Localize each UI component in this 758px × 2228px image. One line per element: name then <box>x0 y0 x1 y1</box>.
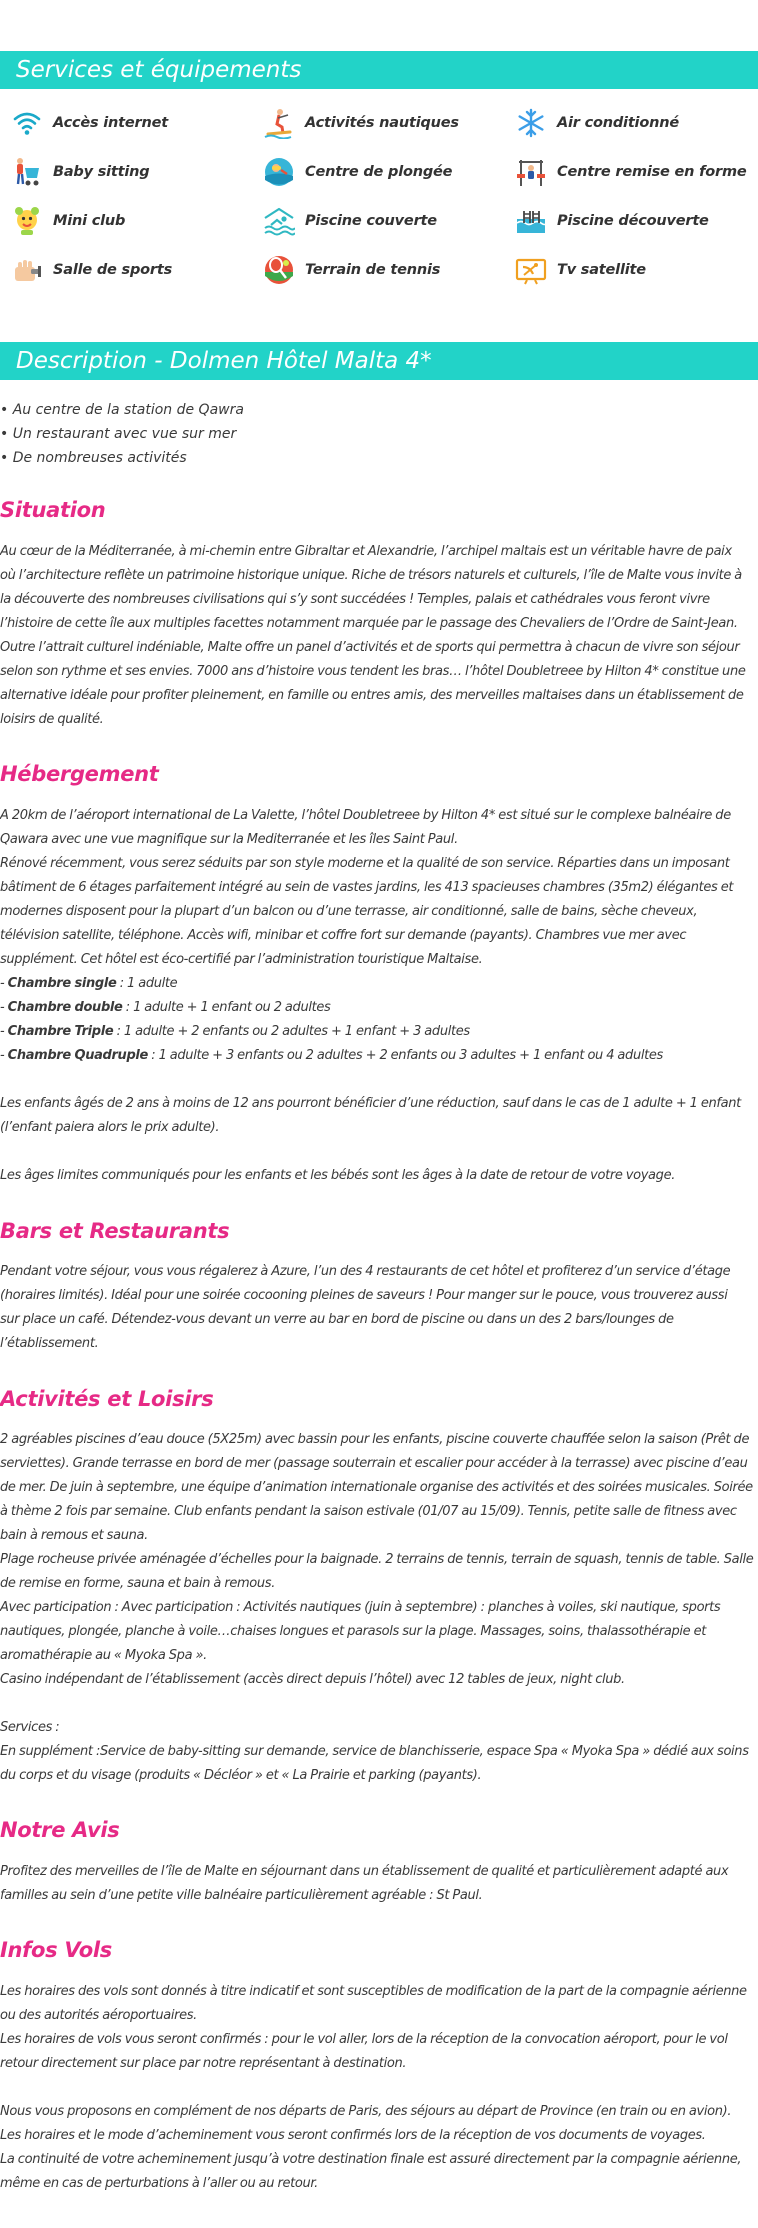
gym-icon <box>10 253 44 287</box>
service-label: Air conditionné <box>557 115 679 131</box>
service-label: Mini club <box>53 213 126 229</box>
services-section-title: Services et équipements <box>0 51 758 89</box>
bars-heading: Bars et Restaurants <box>0 1219 230 1243</box>
service-item <box>0 250 172 290</box>
service-label: Centre remise en forme <box>557 164 747 180</box>
avis-text: Profitez des merveilles de l’île de Malte en séjournant dans un établissement de qualité et particulièrement adapté aux familles au sein d’une petite ville balnéaire particulièrement agréable : St Paul. <box>0 1864 729 1903</box>
service-label: Activités nautiques <box>305 115 459 131</box>
service-item <box>504 250 646 290</box>
service-item <box>0 201 125 241</box>
indoor-pool-icon <box>262 204 296 238</box>
tennis-icon <box>262 253 296 287</box>
service-label: Tv satellite <box>557 262 646 278</box>
vols-heading: Infos Vols <box>0 1938 112 1962</box>
room-type: - Chambre Quadruple : 1 adulte + 3 enfants ou 2 adultes + 2 enfants ou 3 adultes + 1 enfant ou 4 adultes <box>0 1048 663 1063</box>
list-item: • Au centre de la station de Qawra <box>0 402 244 418</box>
list-item: • De nombreuses activités <box>0 450 187 466</box>
mini-club-icon <box>10 204 44 238</box>
snowflake-icon <box>514 106 548 140</box>
children-info: Les enfants âgés de 2 ans à moins de 12 ans pourront bénéficier d’une réduction, sauf dans le cas de 1 adulte + 1 enfant (l’enfant paiera alors le prix adulte). <box>0 1096 741 1135</box>
tv-satellite-icon <box>514 253 548 287</box>
vols-province-text: Nous vous proposons en complément de nos départs de Paris, des séjours au départ de Province (en train ou en avion). Les horaires et le mode d’acheminement vous seront confirmés lors de la réception de vos documents de voyages. La continuité de votre acheminement jusqu’à votre destination finale est assuré directement par la compagnie aérienne, même en cas de perturbations à l’aller ou au retour. <box>0 2104 742 2191</box>
room-type: - Chambre Triple : 1 adulte + 2 enfants ou 2 adultes + 1 enfant + 3 adultes <box>0 1024 470 1039</box>
service-label: Accès internet <box>53 115 168 131</box>
stroller-icon <box>10 155 44 189</box>
room-type: - Chambre single : 1 adulte <box>0 976 178 991</box>
description-section-title: Description - Dolmen Hôtel Malta 4* <box>0 342 758 380</box>
avis-heading: Notre Avis <box>0 1818 120 1842</box>
activites-heading: Activités et Loisirs <box>0 1387 214 1411</box>
service-label: Terrain de tennis <box>305 262 441 278</box>
list-item: • Un restaurant avec vue sur mer <box>0 426 237 442</box>
vols-text: Les horaires des vols sont donnés à titre indicatif et sont susceptibles de modification de la part de la compagnie aérienne ou des autorités aéroportuaires. Les horaires de vols vous seront confirmés : pour le vol aller, lors de la réception de la convocation aéroport, pour le vol retour directement sur place par notre représentant à destination. <box>0 1984 747 2071</box>
highlights-list <box>0 398 244 470</box>
situation-text: Au cœur de la Méditerranée, à mi-chemin entre Gibraltar et Alexandrie, l’archipel maltais est un véritable havre de paix où l’architecture reflète un patrimoine historique unique. Riche de trésors naturels et culturels, l’île de Malte vous invite à la découverte des nombreuses civilisations qui s’y sont succédées ! Temples, palais et cathédrales vous feront vivre l’histoire de cette île aux multiples facettes notamment marquée par le passage des Chevaliers de l’Ordre de Saint-Jean. Outre l’attrait culturel indéniable, Malte offre un panel d’activités et de sports qui permettra à chacun de vivre son séjour selon son rythme et ses envies. 7000 ans d’histoire vous tendent les bras… l’hôtel Doubletreee by Hilton 4* constitue une alternative idéale pour profiter pleinement, en famille ou entres amis, des merveilles maltaises dans un établissement de loisirs de qualité. <box>0 544 746 727</box>
service-item <box>504 152 747 192</box>
diving-icon <box>262 155 296 189</box>
service-item <box>504 201 709 241</box>
service-label: Salle de sports <box>53 262 172 278</box>
wifi-icon <box>10 106 44 140</box>
outdoor-pool-icon <box>514 204 548 238</box>
service-label: Centre de plongée <box>305 164 453 180</box>
water-ski-icon <box>262 106 296 140</box>
hebergement-text: A 20km de l’aéroport international de La Valette, l’hôtel Doubletreee by Hilton 4* est situé sur le complexe balnéaire de Qawara avec une vue magnifique sur la Mediterranée et les îles Saint Paul. Rénové récemment, vous serez séduits par son style moderne et la qualité de son service. Réparties dans un imposant bâtiment de 6 étages parfaitement intégré au sein de vastes jardins, les 413 spacieuses chambres (35m2) élégantes et modernes disposent pour la plupart d’un balcon ou d’une terrasse, air conditionné, salle de bains, sèche cheveux, télévision satellite, téléphone. Accès wifi, minibar et coffre fort sur demande (payants). Chambres vue mer avec supplément. Cet hôtel est éco-certifié par l’administration touristique Maltaise. - Chambre single : 1 adulte - Chambre double : 1 adulte + 1 enfant ou 2 adultes - Chambre Triple : 1 adulte + 2 enfants ou 2 adultes + 1 enfant + 3 adultes - Chambre Quadruple : 1 adulte + 3 enfants ou 2 adultes + 2 enfants ou 3 adultes + 1 enfant ou 4 adultes <box>0 804 758 1068</box>
room-type: - Chambre double : 1 adulte + 1 enfant ou 2 adultes <box>0 1000 331 1015</box>
service-label: Piscine découverte <box>557 213 709 229</box>
situation-heading: Situation <box>0 498 106 522</box>
service-item <box>504 103 679 143</box>
bars-text: Pendant votre séjour, vous vous régalerez à Azure, l’un des 4 restaurants de cet hôtel et profiterez d’un service d’étage (horaires limités). Idéal pour une soirée cocooning pleines de saveurs ! Pour manger sur le pouce, vous trouverez aussi sur place un café. Détendez-vous devant un verre au bar en bord de piscine ou dans un des 2 bars/lounges de l’établissement. <box>0 1264 731 1351</box>
age-limits-info: Les âges limites communiqués pour les enfants et les bébés sont les âges à la date de retour de votre voyage. <box>0 1168 676 1183</box>
service-item <box>252 103 459 143</box>
service-item <box>0 152 149 192</box>
fitness-icon <box>514 155 548 189</box>
services-supplement-text: Services : En supplément :Service de baby-sitting sur demande, service de blanchisserie, espace Spa « Myoka Spa » dédié aux soins du corps et du visage (produits « Décléor » et « La Prairie et parking (payants). <box>0 1720 749 1783</box>
service-item <box>252 152 452 192</box>
service-item <box>0 103 168 143</box>
service-item <box>252 250 440 290</box>
activites-text: 2 agréables piscines d’eau douce (5X25m) avec bassin pour les enfants, piscine couverte chauffée selon la saison (Prêt de serviettes). Grande terrasse en bord de mer (passage souterrain et escalier pour accéder à la terrasse) avec piscine d’eau de mer. De juin à septembre, une équipe d’animation internationale organise des activités et des soirées musicales. Soirée à thème 2 fois par semaine. Club enfants pendant la saison estivale (01/07 au 15/09). Tennis, petite salle de fitness avec bain à remous et sauna. Plage rocheuse privée aménagée d’échelles pour la baignade. 2 terrains de tennis, terrain de squash, tennis de table. Salle de remise en forme, sauna et bain à remous. Avec participation : Avec participation : Activités nautiques (juin à septembre) : planches à voiles, ski nautique, sports nautiques, plongée, planche à voile…chaises longues et parasols sur la plage. Massages, soins, thalassothérapie et aromathérapie au « Myoka Spa ». Casino indépendant de l’établissement (accès direct depuis l’hôtel) avec 12 tables de jeux, night club. <box>0 1432 754 1687</box>
service-item <box>252 201 437 241</box>
service-label: Baby sitting <box>53 164 150 180</box>
service-label: Piscine couverte <box>305 213 437 229</box>
hebergement-heading: Hébergement <box>0 762 159 786</box>
